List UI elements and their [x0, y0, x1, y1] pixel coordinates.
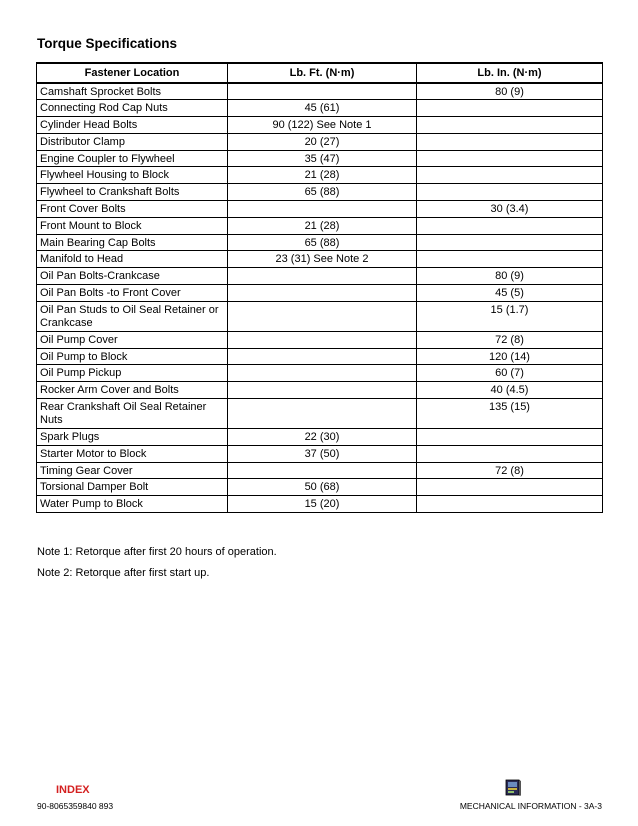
cell-lb-ft: 65 (88): [228, 184, 417, 201]
cell-fastener-location: Oil Pan Bolts-Crankcase: [37, 268, 228, 285]
table-row: [37, 399, 603, 429]
cell-lb-ft: 50 (68): [228, 479, 417, 496]
cell-lb-ft: [228, 331, 417, 348]
cell-lb-ft: 22 (30): [228, 429, 417, 446]
cell-lb-in: 72 (8): [417, 331, 603, 348]
table-row: [37, 365, 603, 382]
cell-fastener-location: Starter Motor to Block: [37, 445, 228, 462]
cell-lb-in: 80 (9): [417, 268, 603, 285]
table-row: [37, 201, 603, 218]
table-row: [37, 217, 603, 234]
cell-lb-ft: 65 (88): [228, 234, 417, 251]
table-row: [37, 83, 603, 100]
cell-lb-ft: [228, 365, 417, 382]
cell-lb-in: 135 (15): [417, 399, 603, 429]
cell-fastener-location: Oil Pump to Block: [37, 348, 228, 365]
table-row: [37, 150, 603, 167]
cell-lb-in: [417, 217, 603, 234]
cell-lb-ft: 37 (50): [228, 445, 417, 462]
table-row: [37, 462, 603, 479]
cell-fastener-location: Oil Pump Pickup: [37, 365, 228, 382]
table-row: [37, 382, 603, 399]
book-icon[interactable]: [505, 778, 521, 796]
cell-lb-ft: [228, 201, 417, 218]
cell-lb-ft: [228, 285, 417, 302]
cell-fastener-location: Camshaft Sprocket Bolts: [37, 83, 228, 100]
table-row: [37, 479, 603, 496]
cell-fastener-location: Manifold to Head: [37, 251, 228, 268]
cell-fastener-location: Oil Pan Studs to Oil Seal Retainer or Crankcase: [37, 301, 228, 331]
cell-fastener-location: Cylinder Head Bolts: [37, 117, 228, 134]
cell-lb-ft: [228, 399, 417, 429]
cell-fastener-location: Rear Crankshaft Oil Seal Retainer Nuts: [37, 399, 228, 429]
cell-lb-ft: [228, 268, 417, 285]
cell-lb-in: [417, 429, 603, 446]
table-row: [37, 234, 603, 251]
table-row: [37, 445, 603, 462]
cell-fastener-location: Rocker Arm Cover and Bolts: [37, 382, 228, 399]
cell-lb-in: [417, 133, 603, 150]
page-title: Torque Specifications: [37, 36, 178, 51]
cell-fastener-location: Main Bearing Cap Bolts: [37, 234, 228, 251]
cell-lb-ft: [228, 83, 417, 100]
table-header-row: [37, 63, 603, 83]
table-row: [37, 268, 603, 285]
cell-lb-ft: 21 (28): [228, 217, 417, 234]
cell-lb-ft: [228, 301, 417, 331]
cell-lb-in: [417, 150, 603, 167]
table-row: [37, 496, 603, 513]
index-link[interactable]: INDEX: [56, 784, 90, 796]
cell-fastener-location: Oil Pan Bolts -to Front Cover: [37, 285, 228, 302]
cell-lb-ft: 21 (28): [228, 167, 417, 184]
cell-fastener-location: Engine Coupler to Flywheel: [37, 150, 228, 167]
header-lb-ft: Lb. Ft. (N·m): [228, 63, 417, 83]
cell-fastener-location: Distributor Clamp: [37, 133, 228, 150]
header-fastener-location: Fastener Location: [37, 63, 228, 83]
cell-fastener-location: Spark Plugs: [37, 429, 228, 446]
table-row: [37, 117, 603, 134]
table-row: [37, 285, 603, 302]
cell-lb-in: 30 (3.4): [417, 201, 603, 218]
table-row: [37, 167, 603, 184]
cell-fastener-location: Oil Pump Cover: [37, 331, 228, 348]
cell-lb-ft: 90 (122) See Note 1: [228, 117, 417, 134]
table-row: [37, 429, 603, 446]
cell-lb-in: 15 (1.7): [417, 301, 603, 331]
cell-fastener-location: Connecting Rod Cap Nuts: [37, 100, 228, 117]
cell-lb-ft: 15 (20): [228, 496, 417, 513]
cell-fastener-location: Torsional Damper Bolt: [37, 479, 228, 496]
cell-lb-in: [417, 251, 603, 268]
cell-lb-in: [417, 117, 603, 134]
cell-lb-in: [417, 445, 603, 462]
cell-lb-in: [417, 479, 603, 496]
cell-lb-in: [417, 167, 603, 184]
cell-fastener-location: Flywheel to Crankshaft Bolts: [37, 184, 228, 201]
doc-number: 90-8065359840 893: [37, 801, 114, 811]
table-row: [37, 100, 603, 117]
cell-lb-in: 120 (14): [417, 348, 603, 365]
cell-lb-in: 80 (9): [417, 83, 603, 100]
cell-lb-ft: 35 (47): [228, 150, 417, 167]
cell-lb-in: [417, 100, 603, 117]
cell-fastener-location: Flywheel Housing to Block: [37, 167, 228, 184]
cell-lb-in: [417, 496, 603, 513]
section-page: MECHANICAL INFORMATION - 3A-3: [459, 801, 602, 811]
cell-lb-in: 60 (7): [417, 365, 603, 382]
cell-lb-ft: 23 (31) See Note 2: [228, 251, 417, 268]
cell-lb-in: 72 (8): [417, 462, 603, 479]
cell-lb-in: [417, 234, 603, 251]
cell-fastener-location: Front Mount to Block: [37, 217, 228, 234]
cell-lb-in: 45 (5): [417, 285, 603, 302]
cell-lb-ft: [228, 348, 417, 365]
note-1: Note 1: Retorque after first 20 hours of operation.: [37, 546, 277, 558]
table-row: [37, 133, 603, 150]
notes: [37, 542, 277, 584]
table-row: [37, 301, 603, 331]
cell-lb-ft: [228, 462, 417, 479]
table-row: [37, 184, 603, 201]
header-lb-in: Lb. In. (N·m): [417, 63, 603, 83]
cell-lb-ft: 20 (27): [228, 133, 417, 150]
table-row: [37, 251, 603, 268]
cell-lb-ft: [228, 382, 417, 399]
cell-fastener-location: Timing Gear Cover: [37, 462, 228, 479]
cell-lb-ft: 45 (61): [228, 100, 417, 117]
cell-fastener-location: Front Cover Bolts: [37, 201, 228, 218]
table-row: [37, 331, 603, 348]
table-row: [37, 348, 603, 365]
cell-lb-in: 40 (4.5): [417, 382, 603, 399]
note-2: Note 2: Retorque after first start up.: [37, 567, 210, 579]
cell-lb-in: [417, 184, 603, 201]
cell-fastener-location: Water Pump to Block: [37, 496, 228, 513]
torque-spec-table: [36, 62, 603, 513]
